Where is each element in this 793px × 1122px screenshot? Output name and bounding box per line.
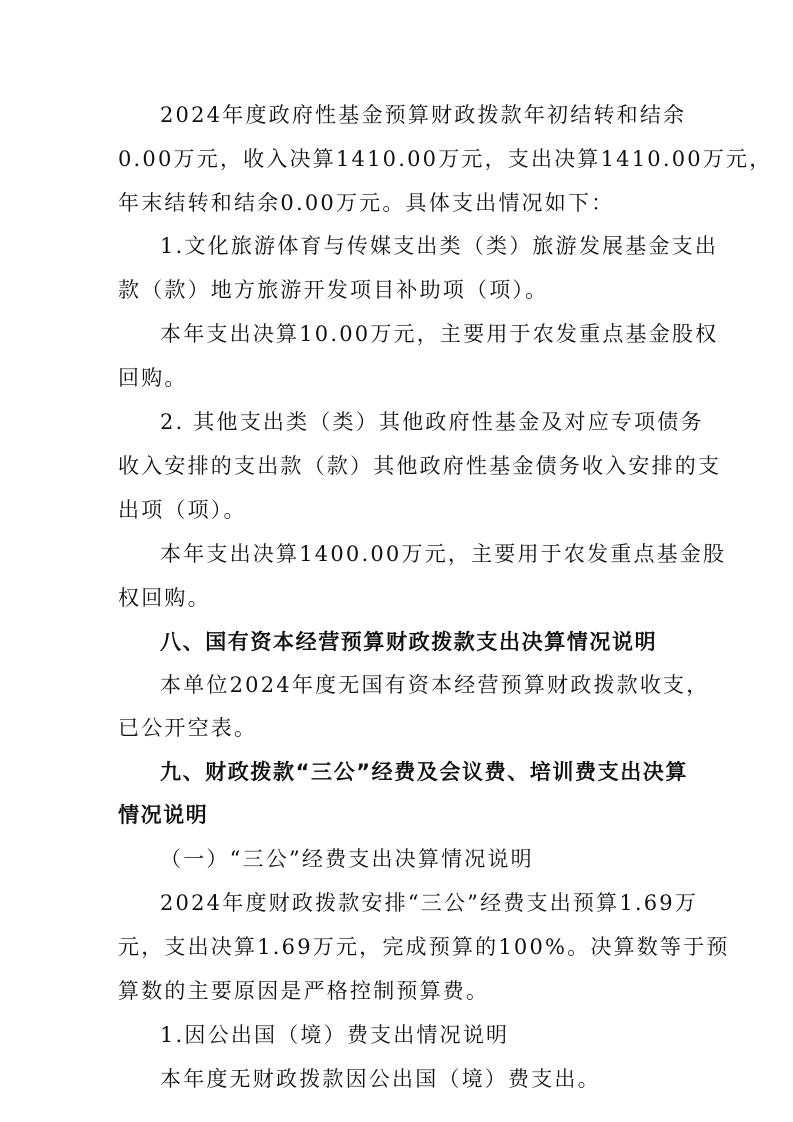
subsection-heading: （一）“三公”经费支出决算情况说明 — [160, 847, 534, 871]
paragraph-line: 元，支出决算1.69万元，完成预算的100%。决算数等于预 — [118, 935, 730, 959]
list-item-line: 1.文化旅游体育与传媒支出类（类）旅游发展基金支出 — [160, 234, 719, 258]
paragraph-line: 2024年度政府性基金预算财政拨款年初结转和结余 — [160, 103, 687, 127]
list-item-line: 出项（项）。 — [118, 498, 247, 522]
paragraph-line: 本单位2024年度无国有资本经营预算财政拨款收支， — [160, 673, 710, 697]
paragraph-line: 年末结转和结余0.00万元。具体支出情况如下： — [118, 191, 615, 215]
paragraph-line: 0.00万元，收入决算1410.00万元，支出决算1410.00万元， — [118, 147, 773, 171]
list-item-line: 1.因公出国（境）费支出情况说明 — [160, 1023, 510, 1047]
paragraph-line: 本年支出决算1400.00万元，主要用于农发重点基金股 — [160, 542, 727, 566]
paragraph-line: 算数的主要原因是严格控制预算费。 — [118, 979, 490, 1003]
list-item-line: 款（款）地方旅游开发项目补助项（项）。 — [118, 278, 549, 302]
paragraph-line: 已公开空表。 — [118, 716, 258, 740]
paragraph-line: 2024年度财政拨款安排“三公”经费支出预算1.69万 — [160, 891, 699, 915]
list-item-line: 2. 其他支出类（类）其他政府性基金及对应专项债务 — [160, 410, 704, 434]
list-item-line: 收入安排的支出款（款）其他政府性基金债务收入安排的支 — [118, 454, 722, 478]
paragraph-line: 回购。 — [118, 366, 188, 390]
section-heading: 情况说明 — [118, 803, 209, 827]
paragraph-line: 权回购。 — [118, 586, 211, 610]
paragraph-line: 本年支出决算10.00万元，主要用于农发重点基金股权 — [160, 322, 719, 346]
section-heading: 九、财政拨款“三公”经费及会议费、培训费支出决算 — [160, 760, 689, 784]
section-heading: 八、国有资本经营预算财政拨款支出决算情况说明 — [160, 630, 658, 654]
paragraph-line: 本年度无财政拨款因公出国（境）费支出。 — [160, 1067, 601, 1091]
